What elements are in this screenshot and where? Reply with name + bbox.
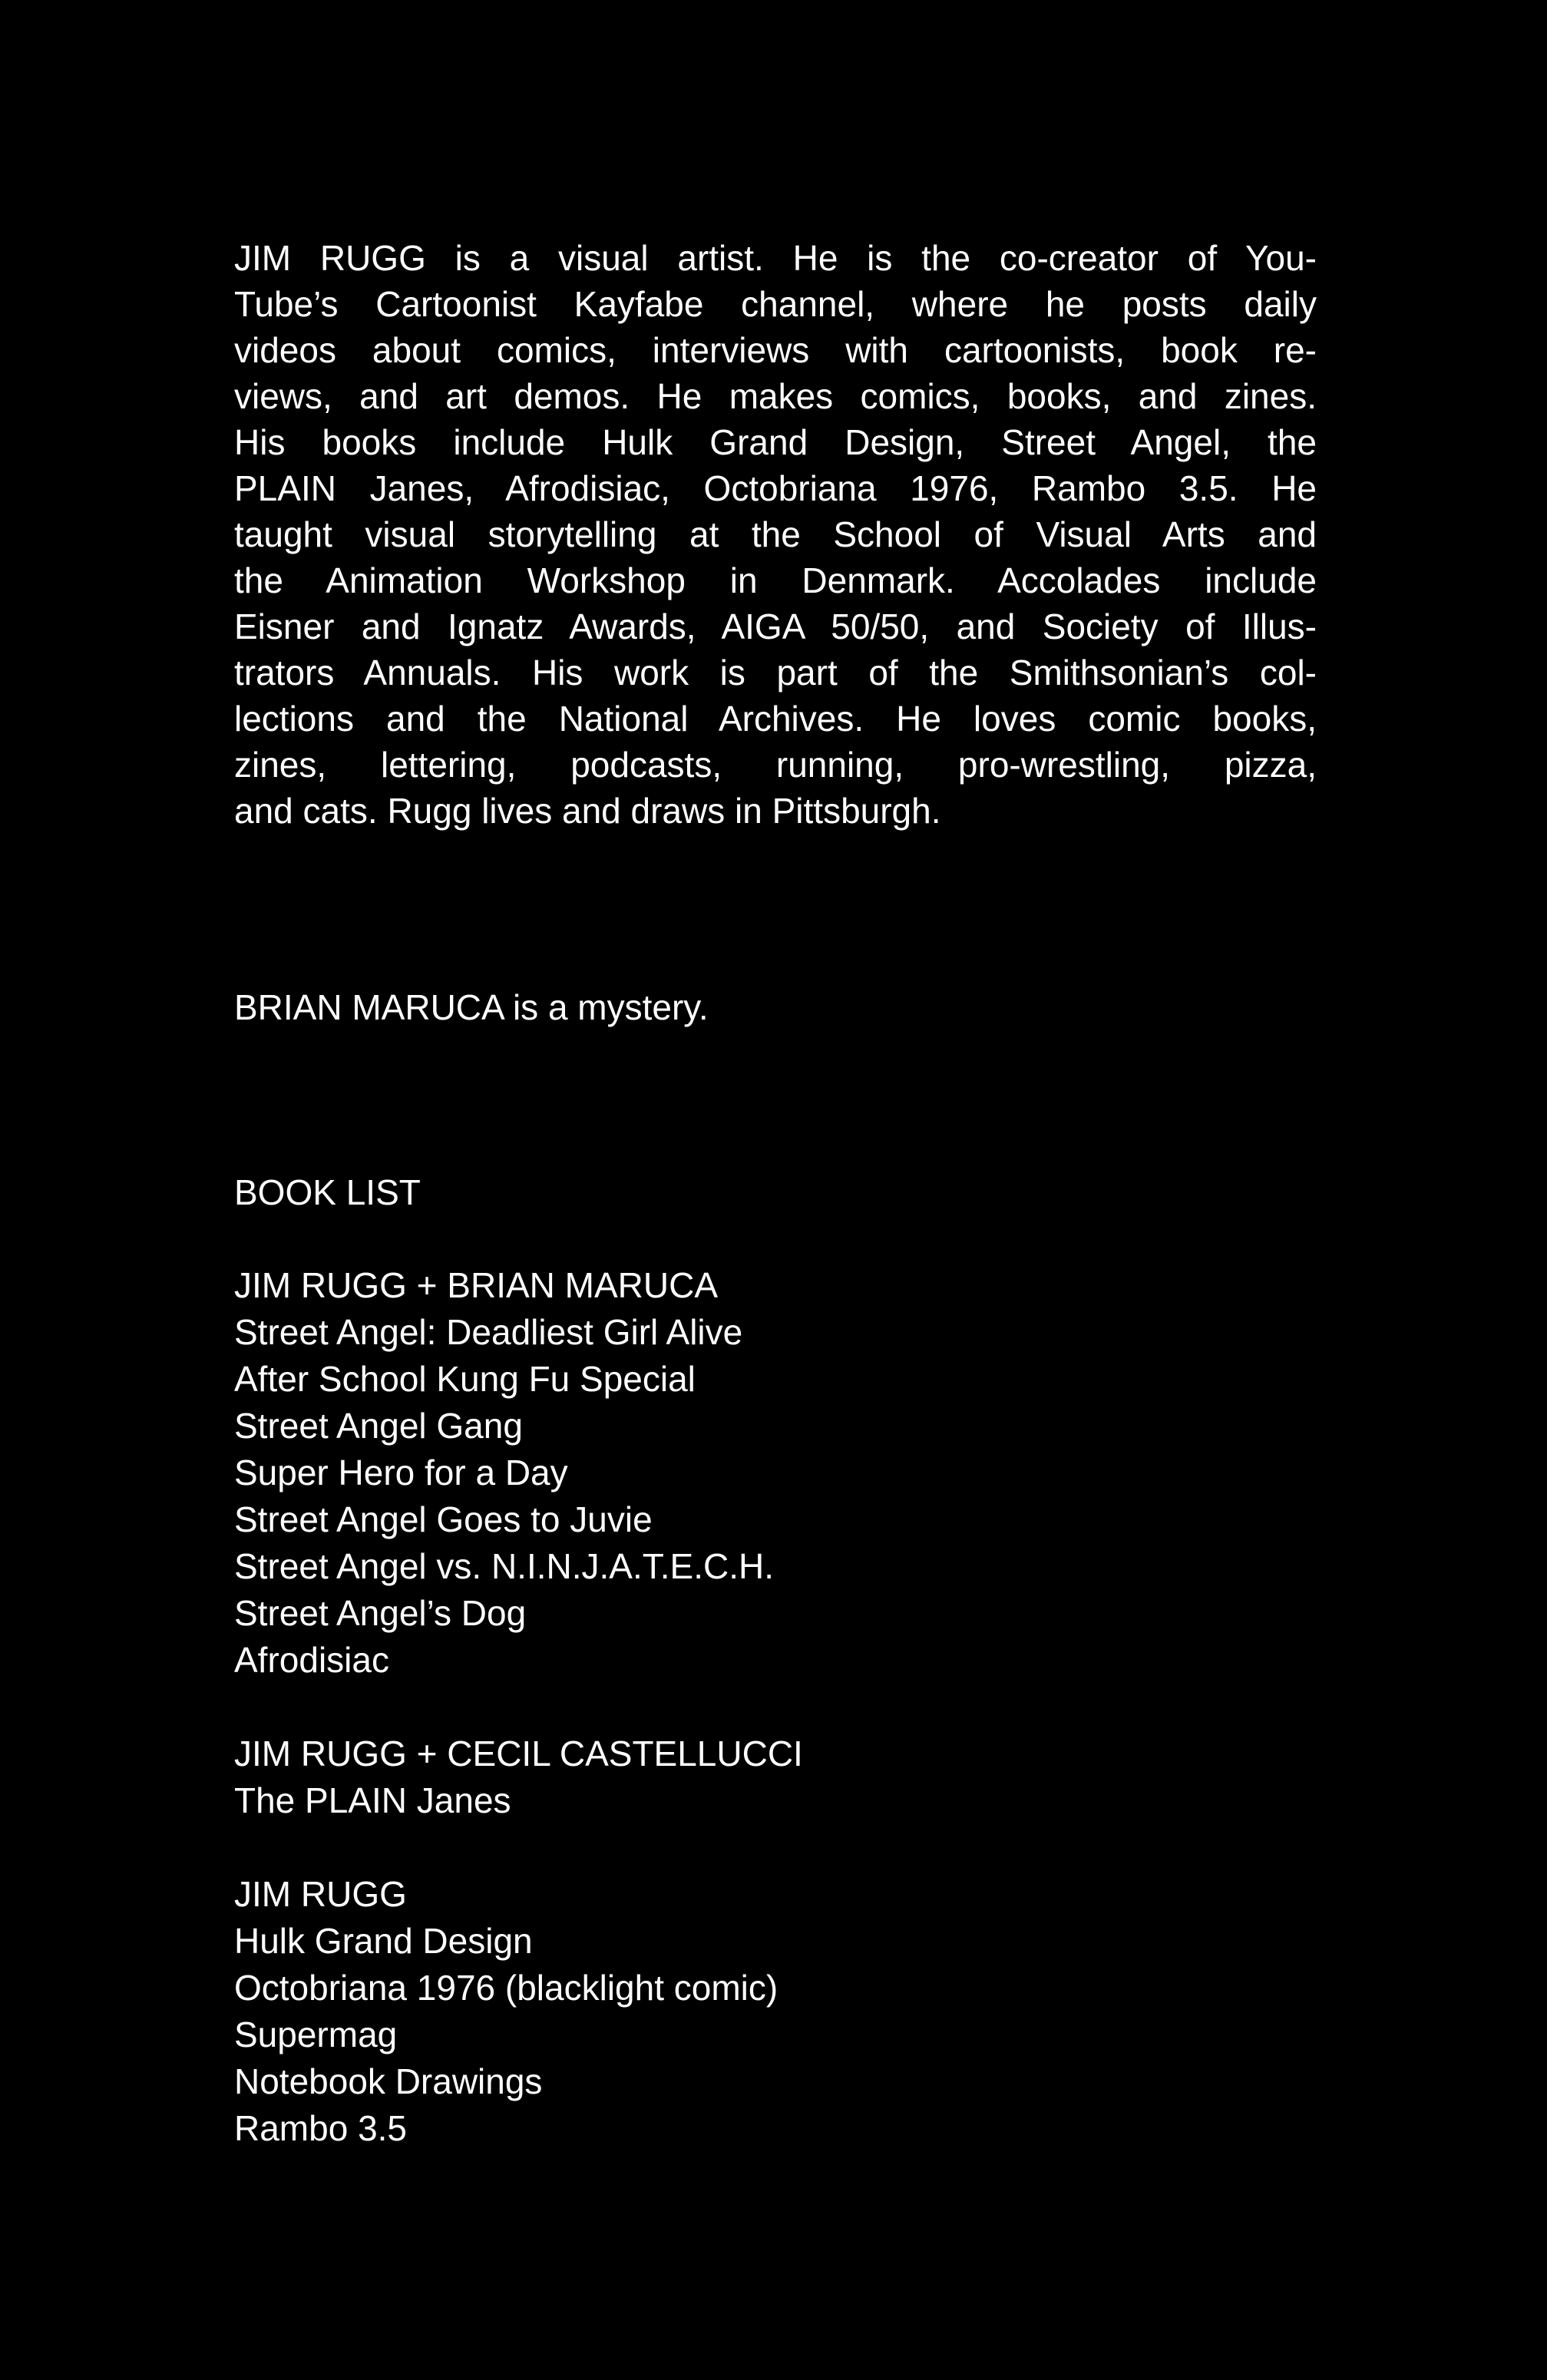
bio-line: JIM RUGG is a visual artist. He is the co-creator of You- xyxy=(234,238,1317,278)
book-title: Octobriana 1976 (blacklight comic) xyxy=(234,1968,778,2008)
bio-line: trators Annuals. His work is part of the Smithsonian’s col- xyxy=(234,653,1317,693)
book-title: Street Angel Goes to Juvie xyxy=(234,1499,653,1539)
book-title: Hulk Grand Design xyxy=(234,1921,533,1961)
bio-line: and cats. Rugg lives and draws in Pittsburgh. xyxy=(234,791,941,831)
book-title: Street Angel vs. N.I.N.J.A.T.E.C.H. xyxy=(234,1546,775,1586)
book-group-rugg-castellucci xyxy=(234,1730,803,1824)
book-title: The PLAIN Janes xyxy=(234,1780,511,1820)
book-title: Supermag xyxy=(234,2015,398,2054)
book-title: Street Angel: Deadliest Girl Alive xyxy=(234,1312,743,1352)
book-list-heading: BOOK LIST xyxy=(234,1172,421,1212)
bio-line: views, and art demos. He makes comics, books, and zines. xyxy=(234,376,1317,416)
book-group-authors: JIM RUGG + BRIAN MARUCA xyxy=(234,1265,719,1305)
bio-line: taught visual storytelling at the School of Visual Arts and xyxy=(234,514,1317,554)
bio-line: the Animation Workshop in Denmark. Accolades include xyxy=(234,560,1317,600)
book-title: Afrodisiac xyxy=(234,1640,389,1680)
book-title: After School Kung Fu Special xyxy=(234,1359,696,1399)
book-group-authors: JIM RUGG xyxy=(234,1874,407,1914)
book-group-rugg xyxy=(234,1871,778,2152)
bio-line: PLAIN Janes, Afrodisiac, Octobriana 1976, Rambo 3.5. He xyxy=(234,468,1317,508)
book-title: Street Angel’s Dog xyxy=(234,1593,527,1633)
bio-line: Eisner and Ignatz Awards, AIGA 50/50, and Society of Illus- xyxy=(234,607,1317,646)
book-title: Notebook Drawings xyxy=(234,2061,543,2101)
bio-line: His books include Hulk Grand Design, Street Angel, the xyxy=(234,422,1317,462)
bio-line: lections and the National Archives. He loves comic books, xyxy=(234,699,1317,739)
bio-line: zines, lettering, podcasts, running, pro-wrestling, pizza, xyxy=(234,745,1317,785)
book-title: Super Hero for a Day xyxy=(234,1453,568,1492)
bio-brian-maruca: BRIAN MARUCA is a mystery. xyxy=(234,987,709,1027)
book-group-rugg-maruca xyxy=(234,1262,774,1684)
book-group-authors: JIM RUGG + CECIL CASTELLUCCI xyxy=(234,1734,803,1773)
book-title: Rambo 3.5 xyxy=(234,2108,408,2148)
book-title: Street Angel Gang xyxy=(234,1406,523,1446)
bio-line: videos about comics, interviews with cartoonists, book re- xyxy=(234,330,1317,370)
bio-line: Tube’s Cartoonist Kayfabe channel, where he posts daily xyxy=(234,284,1317,324)
